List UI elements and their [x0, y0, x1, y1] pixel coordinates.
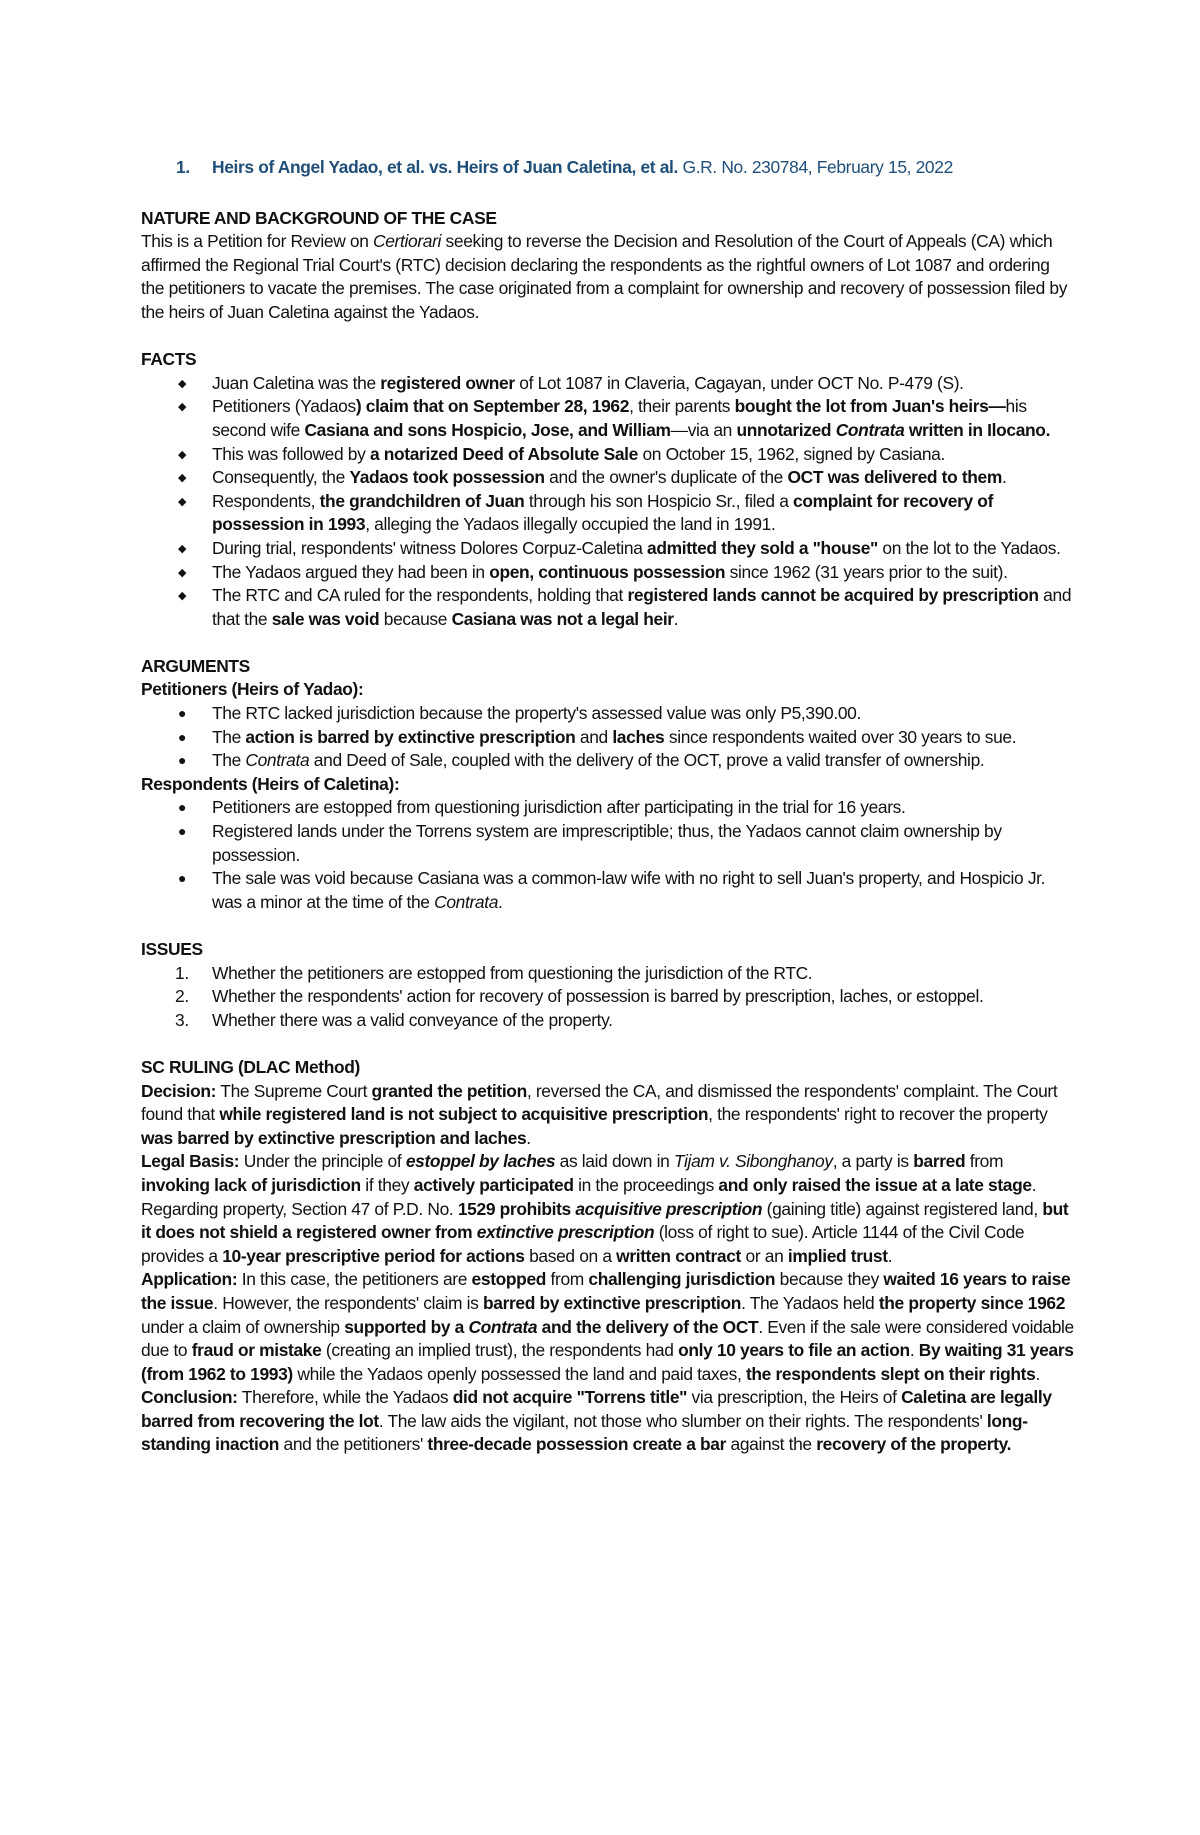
text-run: against the	[726, 1434, 817, 1455]
text-run: .	[498, 891, 503, 912]
nature-heading: NATURE AND BACKGROUND OF THE CASE	[141, 207, 497, 228]
facts-list	[141, 372, 1076, 632]
list-number: 1.	[175, 962, 189, 983]
list-item	[141, 443, 1076, 467]
list-item	[141, 561, 1076, 585]
text-run: since respondents waited over 30 years to sue.	[664, 726, 1017, 747]
text-run: . Even if the sale were considered voidable due to	[141, 1316, 1074, 1361]
text-run: supported by a	[344, 1316, 469, 1337]
list-item	[141, 962, 1076, 986]
text-run: Whether the respondents' action for recovery of possession is barred by prescription, laches, or estoppel.	[212, 986, 984, 1007]
text-run: but it does not shield a registered owner from	[141, 1198, 1069, 1243]
text-run: implied trust	[787, 1245, 888, 1266]
text-run: actively participated	[413, 1174, 574, 1195]
bullet-diamond-icon: ◆	[177, 377, 187, 390]
text-run: since 1962 (31 years prior to the suit).	[725, 561, 1008, 582]
bullet-diamond-icon: ◆	[177, 566, 187, 579]
list-item	[141, 985, 1076, 1009]
ruling-heading: SC RULING (DLAC Method)	[141, 1056, 360, 1077]
text-run: (loss of right to sue). Article 1144 of the Civil Code provides a	[141, 1222, 1025, 1266]
text-run: . Regarding property, Section 47 of P.D. No.	[141, 1174, 1037, 1219]
case-name: Heirs of Angel Yadao, et al. vs. Heirs of Juan Caletina, et al.	[212, 157, 679, 177]
text-run: The Supreme Court	[216, 1080, 372, 1101]
text-run: extinctive prescription	[476, 1222, 655, 1243]
text-run: Petitioners are estopped from questioning jurisdiction after participating in the trial for 16 years.	[212, 797, 906, 818]
text-run: Contrata	[835, 419, 905, 440]
text-run: only 10 years to file an action	[678, 1340, 910, 1361]
bullet-diamond-icon: ◆	[177, 401, 187, 414]
list-number: 3.	[175, 1009, 189, 1030]
text-run: from	[546, 1269, 589, 1290]
text-run: The sale was void because Casiana was a common-law wife with no right to sell Juan's property, and Hospicio Jr. was a minor at the time of the	[212, 868, 1046, 912]
facts-heading: FACTS	[141, 349, 197, 370]
list-item	[141, 1009, 1076, 1033]
text-run: Application:	[141, 1269, 238, 1290]
text-run: Contrata	[245, 750, 310, 771]
text-run: laches	[612, 726, 665, 747]
text-run: bought the lot from Juan's heirs—	[734, 396, 1006, 417]
text-run: ) claim that on September 28, 1962	[355, 396, 630, 417]
text-run	[468, 1317, 537, 1337]
text-run: The	[212, 750, 246, 771]
text-run: and the owner's duplicate of the	[544, 467, 788, 488]
text-run	[836, 420, 905, 440]
text-run: granted the petition	[371, 1080, 527, 1101]
arguments-heading: ARGUMENTS	[141, 655, 250, 676]
text-run: waited 16 years to raise the issue	[141, 1269, 1071, 1313]
text-run: 1529 prohibits	[457, 1198, 576, 1219]
text-run: , their parents	[629, 396, 735, 417]
text-run: In this case, the petitioners are	[237, 1269, 472, 1290]
text-run: via prescription, the Heirs of	[687, 1387, 902, 1408]
text-run: unnotarized	[736, 419, 836, 440]
list-item	[141, 537, 1076, 561]
text-run: estopped	[471, 1269, 547, 1290]
text-run: did not acquire "Torrens title"	[452, 1387, 688, 1408]
text-run: written in Ilocano.	[904, 419, 1051, 440]
nature-text-1: This is a Petition for Review on	[141, 231, 374, 252]
bullet-dot-icon: ●	[177, 705, 187, 722]
text-run: if they	[360, 1174, 414, 1195]
issues-heading: ISSUES	[141, 939, 203, 959]
text-run: was barred by extinctive prescription and laches	[141, 1127, 527, 1148]
text-run: admitted they sold a "house"	[647, 537, 878, 558]
nature-text-italic: Certiorari	[373, 231, 442, 252]
petitioners-heading: Petitioners (Heirs of Yadao):	[141, 679, 364, 700]
text-run: three-decade possession create a bar	[427, 1434, 727, 1455]
text-run: and only raised the issue at a late stage	[718, 1174, 1032, 1195]
text-run: By waiting 31 years (from 1962 to 1993)	[141, 1340, 1074, 1384]
list-item	[141, 466, 1076, 490]
text-run: —via an	[670, 419, 737, 440]
text-run: Conclusion:	[141, 1387, 238, 1408]
text-run: long-standing inaction	[141, 1410, 1028, 1455]
text-run: the respondents slept on their rights	[745, 1363, 1036, 1384]
text-run	[575, 1199, 762, 1219]
text-run: Caletina are legally barred from recovering the lot	[141, 1387, 1052, 1431]
bullet-dot-icon: ●	[177, 752, 187, 769]
text-run: Legal Basis:	[141, 1151, 240, 1172]
text-run: of Lot 1087 in Claveria, Cagayan, under OCT No. P-479 (S).	[514, 372, 964, 393]
text-run: acquisitive prescription	[575, 1198, 763, 1219]
text-run: fraud or mistake	[191, 1340, 322, 1361]
text-run: and the delivery of the OCT	[537, 1316, 759, 1337]
text-run: or an	[741, 1245, 788, 1266]
text-run: Contrata	[434, 891, 499, 912]
text-run	[477, 1222, 655, 1242]
case-citation: G.R. No. 230784, February 15, 2022	[678, 157, 953, 177]
ruling-conclusion	[141, 1386, 1076, 1457]
text-run: the property since 1962	[878, 1292, 1066, 1313]
text-run: Tijam v. Sibonghanoy	[673, 1151, 833, 1172]
bullet-dot-icon: ●	[177, 870, 187, 887]
text-run: from	[965, 1151, 1004, 1172]
text-run: The Yadaos argued they had been in	[212, 561, 490, 582]
text-run	[406, 1151, 555, 1171]
list-item	[141, 867, 1076, 914]
list-item	[141, 820, 1076, 867]
text-run: . However, the respondents' claim is	[213, 1292, 483, 1313]
text-run: while registered land is not subject to acquisitive prescription	[219, 1104, 709, 1125]
text-run: The RTC lacked jurisdiction because the property's assessed value was only P5,390.00.	[212, 703, 861, 724]
text-run: invoking lack of jurisdiction	[141, 1174, 361, 1195]
text-run: because they	[775, 1269, 884, 1290]
text-run: Casiana was not a legal heir	[451, 608, 674, 629]
text-run: , alleging the Yadaos illegally occupied the land in 1991.	[365, 514, 776, 535]
text-run: registered owner	[380, 372, 515, 393]
bullet-dot-icon: ●	[177, 799, 187, 816]
issues-list	[141, 962, 1076, 1033]
text-run: Under the principle of	[239, 1151, 406, 1172]
list-item	[141, 372, 1076, 396]
text-run: Registered lands under the Torrens system are imprescriptible; thus, the Yadaos cannot claim ownership by possession.	[212, 821, 1002, 865]
list-item	[141, 726, 1076, 750]
text-run: recovery of the property.	[816, 1434, 1012, 1455]
bullet-diamond-icon: ◆	[177, 542, 187, 555]
list-item	[141, 490, 1076, 537]
list-item	[141, 702, 1076, 726]
text-run: OCT was delivered to them	[787, 467, 1002, 488]
text-run: sale was void	[271, 608, 380, 629]
text-run: The	[212, 726, 246, 747]
respondents-heading: Respondents (Heirs of Caletina):	[141, 773, 400, 794]
text-run: barred by extinctive prescription	[482, 1292, 742, 1313]
text-run: Yadaos took possession	[349, 467, 545, 488]
case-title	[176, 156, 1076, 180]
petitioners-list	[141, 702, 1076, 773]
text-run: under a claim of ownership	[141, 1316, 345, 1337]
text-run: as laid down in	[555, 1151, 674, 1172]
bullet-dot-icon: ●	[177, 728, 187, 745]
bullet-diamond-icon: ◆	[177, 472, 187, 485]
text-run: . The law aids the vigilant, not those who slumber on their rights. The respondents'	[378, 1410, 987, 1431]
text-run: The RTC and CA ruled for the respondents, holding that	[212, 585, 628, 606]
text-run: on the lot to the Yadaos.	[877, 537, 1061, 558]
ruling-application	[141, 1268, 1076, 1386]
text-run: written contract	[616, 1245, 742, 1266]
text-run: Therefore, while the Yadaos	[237, 1387, 453, 1408]
bullet-diamond-icon: ◆	[177, 495, 187, 508]
case-number: 1.	[176, 157, 190, 177]
text-run: Respondents,	[212, 490, 320, 511]
text-run: on October 15, 1962, signed by Casiana.	[637, 443, 945, 464]
text-run: and the petitioners'	[279, 1434, 428, 1455]
text-run: and that the	[212, 585, 1072, 629]
list-item	[141, 584, 1076, 631]
text-run: complaint for recovery of possession in 1993	[212, 490, 994, 535]
text-run: through his son Hospicio Sr., filed a	[524, 490, 794, 511]
text-run: open, continuous possession	[489, 561, 726, 582]
text-run: estoppel by laches	[405, 1151, 556, 1172]
text-run: , the respondents' right to recover the property	[708, 1104, 1048, 1125]
text-run: and Deed of Sale, coupled with the delivery of the OCT, prove a valid transfer of ownership.	[309, 750, 985, 771]
list-item	[141, 395, 1076, 442]
list-item	[141, 749, 1076, 773]
text-run: in the proceedings	[573, 1174, 719, 1195]
nature-text-2: seeking to reverse the Decision and Resolution of the Court of Appeals (CA) which affirmed the Regional Trial Court's (RTC) decision declaring the respondents as the rightful owners of Lot 1087 and ordering the petitioners to vacate the premises. The case originated from a complaint for ownership and recovery of possession filed by the heirs of Juan Caletina against the Yadaos.	[141, 231, 1068, 322]
text-run: Consequently, the	[212, 467, 350, 488]
text-run: .	[1035, 1363, 1040, 1384]
text-run: .	[673, 608, 679, 629]
text-run: .	[526, 1127, 531, 1148]
text-run: Contrata	[468, 1316, 538, 1337]
text-run: barred	[913, 1151, 966, 1172]
list-item	[141, 796, 1076, 820]
document-page	[141, 156, 1076, 1457]
ruling-legal-basis	[141, 1150, 1076, 1268]
text-run: Juan Caletina was the	[212, 372, 381, 393]
text-run: because	[379, 608, 452, 629]
text-run: , a party is	[832, 1151, 914, 1172]
ruling-decision	[141, 1080, 1076, 1151]
text-run: During trial, respondents' witness Dolores Corpuz-Caletina	[212, 537, 648, 558]
text-run: .	[887, 1245, 893, 1266]
bullet-diamond-icon: ◆	[177, 590, 187, 603]
text-run: Whether the petitioners are estopped from questioning the jurisdiction of the RTC.	[212, 962, 813, 983]
nature-paragraph	[141, 230, 1076, 324]
text-run: the grandchildren of Juan	[319, 490, 525, 511]
text-run: (creating an implied trust), the respondents had	[321, 1340, 679, 1361]
text-run: (gaining title) against registered land,	[762, 1198, 1043, 1219]
text-run: This was followed by	[212, 443, 370, 464]
text-run: 10-year prescriptive period for actions	[222, 1245, 525, 1266]
text-run: .	[909, 1340, 919, 1361]
text-run: and	[575, 726, 613, 747]
text-run: while the Yadaos openly possessed the land and paid taxes,	[292, 1363, 746, 1384]
bullet-dot-icon: ●	[177, 823, 187, 840]
text-run: Decision:	[141, 1080, 217, 1101]
text-run: action is barred by extinctive prescription	[245, 726, 576, 747]
list-number: 2.	[175, 986, 189, 1007]
text-run: Casiana and sons Hospicio, Jose, and William	[304, 419, 671, 440]
text-run: a notarized Deed of Absolute Sale	[369, 443, 638, 464]
text-run: his second wife	[212, 396, 1027, 440]
text-run: . The Yadaos held	[741, 1292, 879, 1313]
text-run: based on a	[524, 1245, 617, 1266]
case-title-text	[212, 156, 953, 180]
text-run: Petitioners (Yadaos	[212, 396, 356, 417]
text-run: .	[1001, 467, 1007, 488]
respondents-list	[141, 796, 1076, 914]
text-run: challenging jurisdiction	[588, 1269, 776, 1290]
text-run: Whether there was a valid conveyance of the property.	[212, 1009, 613, 1030]
bullet-diamond-icon: ◆	[177, 448, 187, 461]
text-run: registered lands cannot be acquired by prescription	[627, 585, 1039, 606]
text-run: , reversed the CA, and dismissed the respondents' complaint. The Court found that	[141, 1080, 1058, 1125]
